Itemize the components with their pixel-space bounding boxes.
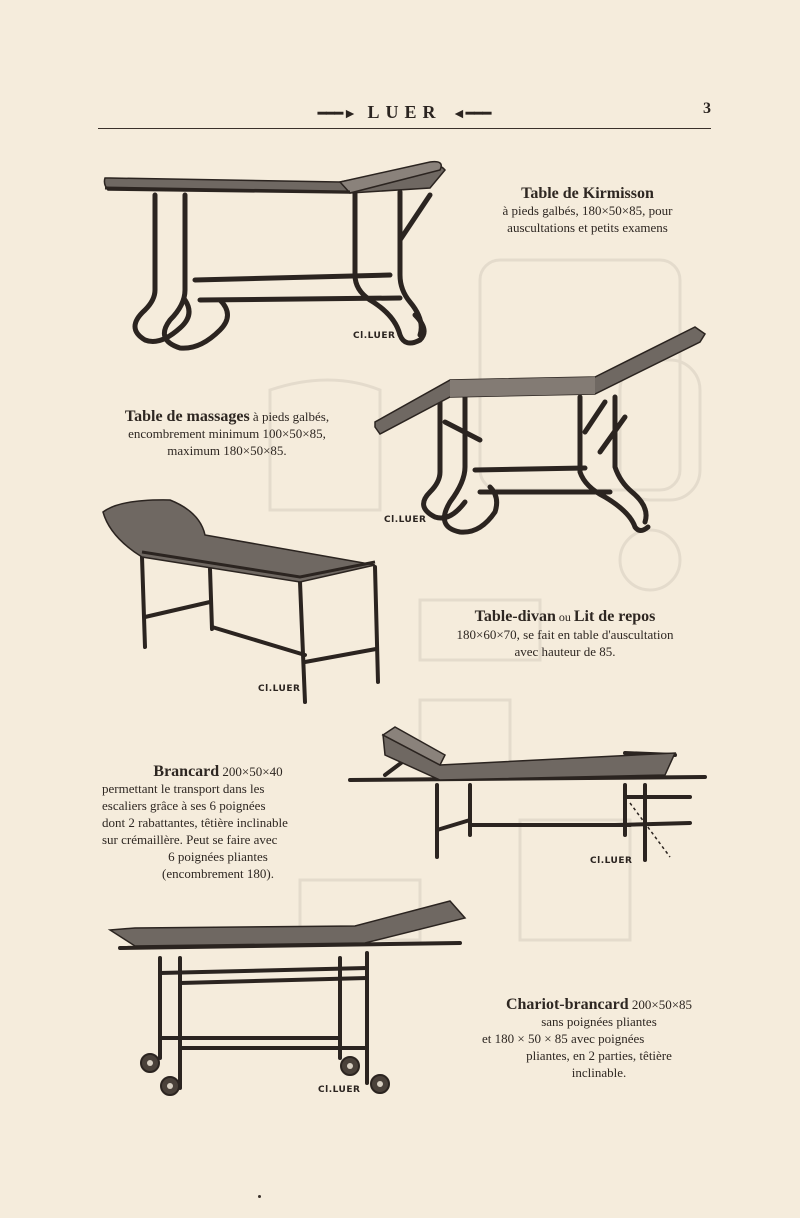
caption-divan	[412, 608, 718, 660]
caption-divan-line-2: avec hauteur de 85.	[514, 644, 616, 659]
caption-kirmisson-title: Table de Kirmisson	[521, 185, 654, 202]
caption-brancard	[102, 763, 334, 882]
caption-kirmisson-line-2: auscultations et petits examens	[507, 220, 668, 235]
brand-title-row	[98, 102, 711, 123]
divan-table-illustration	[100, 497, 405, 707]
page-number: 3	[703, 100, 711, 117]
caption-kirmisson	[470, 185, 705, 236]
caption-chariot-suffix: 200×50×85	[628, 997, 693, 1012]
caption-brancard-line-4: sur crémaillère. Peut se faire avec	[102, 832, 278, 847]
caption-chariot-line-4: inclinable.	[571, 1065, 627, 1080]
caption-chariot-line-1: sans poignées pliantes	[541, 1014, 657, 1029]
photo-credit-1: Cl.LUER	[353, 331, 396, 341]
caption-divan-title-2: Lit de repos	[573, 608, 656, 625]
chariot-brancard-illustration	[105, 898, 470, 1098]
caption-massages-line-2: maximum 180×50×85.	[167, 443, 287, 458]
massage-table-illustration	[370, 322, 710, 537]
photo-credit-3: Cl.LUER	[258, 684, 301, 694]
photo-credit-2: Cl.LUER	[384, 515, 427, 525]
caption-brancard-suffix: 200×50×40	[219, 764, 283, 779]
caption-massages-line-1: encombrement minimum 100×50×85,	[128, 426, 326, 441]
caption-divan-line-1: 180×60×70, se fait en table d'auscultation	[456, 627, 674, 642]
caption-brancard-title: Brancard	[153, 763, 220, 780]
photo-credit-4: Cl.LUER	[590, 856, 633, 866]
caption-massages	[96, 408, 358, 459]
caption-chariot-line-3: pliantes, en 2 parties, têtière	[526, 1048, 672, 1063]
caption-kirmisson-line-1: à pieds galbés, 180×50×85, pour	[502, 203, 673, 218]
left-arrow-ornament: ━━━►	[317, 107, 357, 122]
caption-brancard-line-1: permettant le transport dans les	[102, 781, 265, 796]
caption-chariot-line-2: et 180 × 50 × 85 avec poignées	[482, 1031, 645, 1046]
caption-brancard-line-6: (encombrement 180).	[162, 866, 274, 881]
right-arrow-ornament: ◄━━━	[452, 107, 492, 122]
caption-massages-title: Table de massages	[124, 408, 250, 425]
caption-chariot	[482, 996, 716, 1081]
caption-divan-title: Table-divan	[474, 608, 556, 625]
caption-brancard-line-5: 6 poignées pliantes	[168, 849, 268, 864]
page-speck	[258, 1195, 261, 1198]
caption-chariot-title: Chariot-brancard	[505, 996, 629, 1013]
caption-divan-connector: ou	[555, 610, 574, 624]
page-header	[98, 98, 711, 129]
brancard-illustration	[345, 725, 715, 870]
brand-name: LUER	[367, 102, 442, 122]
caption-brancard-line-3: dont 2 rabattantes, têtière inclinable	[102, 815, 288, 830]
caption-massages-suffix: à pieds galbés,	[249, 409, 330, 424]
kirmisson-table-illustration	[100, 150, 460, 350]
caption-brancard-line-2: escaliers grâce à ses 6 poignées	[102, 798, 266, 813]
photo-credit-5: Cl.LUER	[318, 1085, 361, 1095]
